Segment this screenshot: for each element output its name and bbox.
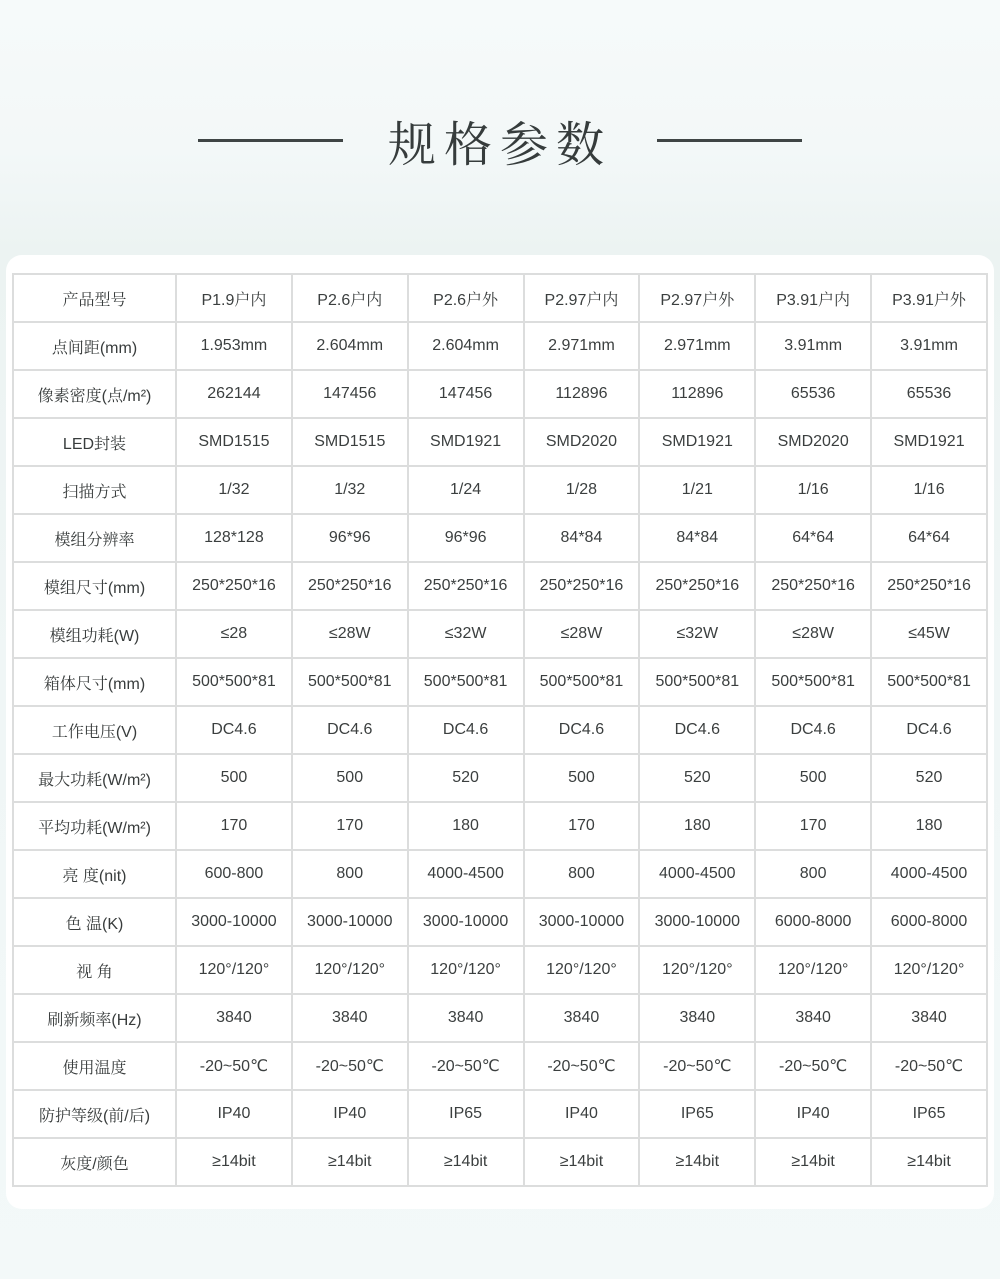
title-decor-line-right — [657, 139, 802, 142]
table-cell: 1.953mm — [176, 322, 292, 370]
table-cell: 250*250*16 — [871, 562, 987, 610]
spec-table-head — [13, 274, 987, 322]
table-cell: SMD1921 — [408, 418, 524, 466]
table-row — [13, 370, 987, 418]
table-cell: 170 — [755, 802, 871, 850]
table-cell: SMD1921 — [871, 418, 987, 466]
table-cell: 3840 — [176, 994, 292, 1042]
table-cell: 3000-10000 — [292, 898, 408, 946]
table-cell: 3840 — [524, 994, 640, 1042]
table-cell: 120°/120° — [292, 946, 408, 994]
table-cell: IP65 — [871, 1090, 987, 1138]
table-cell: 500 — [755, 754, 871, 802]
table-cell: 262144 — [176, 370, 292, 418]
table-cell: 3000-10000 — [524, 898, 640, 946]
row-label: 点间距(mm) — [13, 322, 176, 370]
table-cell: DC4.6 — [755, 706, 871, 754]
table-cell: 180 — [871, 802, 987, 850]
table-cell: ≤28 — [176, 610, 292, 658]
table-cell: DC4.6 — [292, 706, 408, 754]
table-cell: ≤28W — [292, 610, 408, 658]
table-cell: 64*64 — [871, 514, 987, 562]
row-label: 模组尺寸(mm) — [13, 562, 176, 610]
table-cell: DC4.6 — [871, 706, 987, 754]
table-cell: DC4.6 — [639, 706, 755, 754]
table-cell: 520 — [408, 754, 524, 802]
table-cell: 800 — [292, 850, 408, 898]
table-row — [13, 466, 987, 514]
table-cell: 96*96 — [292, 514, 408, 562]
row-label: 平均功耗(W/m²) — [13, 802, 176, 850]
row-label: 刷新频率(Hz) — [13, 994, 176, 1042]
table-cell: 3000-10000 — [408, 898, 524, 946]
table-cell: -20~50℃ — [639, 1042, 755, 1090]
row-label: 模组分辨率 — [13, 514, 176, 562]
table-cell: 2.604mm — [408, 322, 524, 370]
table-cell: 520 — [871, 754, 987, 802]
table-cell: 800 — [755, 850, 871, 898]
table-row — [13, 850, 987, 898]
table-cell: 1/16 — [871, 466, 987, 514]
row-label: 像素密度(点/m²) — [13, 370, 176, 418]
table-cell: 120°/120° — [408, 946, 524, 994]
table-cell: -20~50℃ — [408, 1042, 524, 1090]
table-cell: 4000-4500 — [408, 850, 524, 898]
table-cell: 112896 — [524, 370, 640, 418]
table-cell: IP65 — [639, 1090, 755, 1138]
table-cell: 170 — [524, 802, 640, 850]
table-cell: 2.604mm — [292, 322, 408, 370]
row-label: 视 角 — [13, 946, 176, 994]
table-cell: 1/32 — [176, 466, 292, 514]
row-label: 模组功耗(W) — [13, 610, 176, 658]
section-header — [0, 0, 1000, 255]
row-label: 灰度/颜色 — [13, 1138, 176, 1186]
table-cell: 600-800 — [176, 850, 292, 898]
row-label: 色 温(K) — [13, 898, 176, 946]
table-cell: ≥14bit — [292, 1138, 408, 1186]
table-cell: ≥14bit — [755, 1138, 871, 1186]
table-cell: 250*250*16 — [408, 562, 524, 610]
table-cell: ≤32W — [639, 610, 755, 658]
table-cell: ≥14bit — [176, 1138, 292, 1186]
table-row — [13, 1042, 987, 1090]
table-cell: IP40 — [292, 1090, 408, 1138]
table-cell: -20~50℃ — [524, 1042, 640, 1090]
table-row — [13, 1138, 987, 1186]
table-cell: IP40 — [176, 1090, 292, 1138]
table-cell: -20~50℃ — [755, 1042, 871, 1090]
table-row — [13, 610, 987, 658]
table-cell: SMD1921 — [639, 418, 755, 466]
page-title: 规格参数 — [387, 119, 612, 172]
table-cell: IP40 — [524, 1090, 640, 1138]
table-cell: 500 — [524, 754, 640, 802]
table-row — [13, 898, 987, 946]
row-label: 使用温度 — [13, 1042, 176, 1090]
table-cell: 180 — [408, 802, 524, 850]
table-cell: 6000-8000 — [755, 898, 871, 946]
table-row — [13, 754, 987, 802]
table-cell: 250*250*16 — [176, 562, 292, 610]
table-cell: -20~50℃ — [292, 1042, 408, 1090]
table-cell: ≤28W — [755, 610, 871, 658]
table-cell: 128*128 — [176, 514, 292, 562]
table-cell: 250*250*16 — [524, 562, 640, 610]
table-row — [13, 706, 987, 754]
table-cell: 120°/120° — [176, 946, 292, 994]
table-cell: 520 — [639, 754, 755, 802]
row-label: LED封装 — [13, 418, 176, 466]
column-header: P2.97户外 — [639, 274, 755, 322]
table-cell: 3840 — [408, 994, 524, 1042]
row-label: 最大功耗(W/m²) — [13, 754, 176, 802]
table-cell: 2.971mm — [524, 322, 640, 370]
table-cell: 180 — [639, 802, 755, 850]
spec-table — [12, 273, 988, 1187]
column-header: P3.91户外 — [871, 274, 987, 322]
table-cell: -20~50℃ — [871, 1042, 987, 1090]
table-cell: 500*500*81 — [176, 658, 292, 706]
table-cell: 500*500*81 — [639, 658, 755, 706]
table-cell: 3.91mm — [755, 322, 871, 370]
table-cell: 4000-4500 — [639, 850, 755, 898]
table-cell: 120°/120° — [871, 946, 987, 994]
table-row — [13, 946, 987, 994]
table-cell: 4000-4500 — [871, 850, 987, 898]
table-cell: 500*500*81 — [755, 658, 871, 706]
table-cell: 500 — [292, 754, 408, 802]
row-label: 扫描方式 — [13, 466, 176, 514]
table-row — [13, 322, 987, 370]
column-header: P1.9户内 — [176, 274, 292, 322]
table-cell: 3840 — [292, 994, 408, 1042]
table-cell: -20~50℃ — [176, 1042, 292, 1090]
table-cell: 84*84 — [639, 514, 755, 562]
table-cell: 500*500*81 — [871, 658, 987, 706]
table-cell: 1/21 — [639, 466, 755, 514]
table-row — [13, 994, 987, 1042]
table-cell: ≤28W — [524, 610, 640, 658]
table-cell: ≤45W — [871, 610, 987, 658]
table-cell: SMD1515 — [292, 418, 408, 466]
table-cell: 3840 — [755, 994, 871, 1042]
table-cell: 64*64 — [755, 514, 871, 562]
table-cell: 3840 — [871, 994, 987, 1042]
row-label: 产品型号 — [13, 274, 176, 322]
table-cell: 1/28 — [524, 466, 640, 514]
table-row — [13, 514, 987, 562]
header-row — [13, 274, 987, 322]
table-cell: 65536 — [871, 370, 987, 418]
table-cell: 1/16 — [755, 466, 871, 514]
table-cell: 112896 — [639, 370, 755, 418]
table-cell: 84*84 — [524, 514, 640, 562]
column-header: P2.6户外 — [408, 274, 524, 322]
spec-table-body — [13, 322, 987, 1186]
table-row — [13, 658, 987, 706]
row-label: 亮 度(nit) — [13, 850, 176, 898]
table-cell: 800 — [524, 850, 640, 898]
table-cell: ≥14bit — [408, 1138, 524, 1186]
table-cell: SMD2020 — [755, 418, 871, 466]
row-label: 箱体尺寸(mm) — [13, 658, 176, 706]
table-cell: 147456 — [292, 370, 408, 418]
table-cell: 3000-10000 — [176, 898, 292, 946]
table-row — [13, 562, 987, 610]
column-header: P2.6户内 — [292, 274, 408, 322]
table-cell: ≤32W — [408, 610, 524, 658]
table-cell: 170 — [176, 802, 292, 850]
table-cell: 1/32 — [292, 466, 408, 514]
table-cell: 96*96 — [408, 514, 524, 562]
title-decor-line-left — [198, 139, 343, 142]
table-cell: ≥14bit — [871, 1138, 987, 1186]
table-cell: ≥14bit — [524, 1138, 640, 1186]
table-cell: 147456 — [408, 370, 524, 418]
table-cell: 170 — [292, 802, 408, 850]
table-cell: DC4.6 — [408, 706, 524, 754]
table-cell: 500*500*81 — [292, 658, 408, 706]
table-row — [13, 802, 987, 850]
table-cell: 3000-10000 — [639, 898, 755, 946]
table-cell: IP40 — [755, 1090, 871, 1138]
table-row — [13, 418, 987, 466]
row-label: 工作电压(V) — [13, 706, 176, 754]
spec-card — [6, 255, 994, 1209]
column-header: P2.97户内 — [524, 274, 640, 322]
table-cell: 500*500*81 — [408, 658, 524, 706]
table-row — [13, 1090, 987, 1138]
table-cell: 250*250*16 — [292, 562, 408, 610]
table-cell: 120°/120° — [639, 946, 755, 994]
table-cell: 120°/120° — [524, 946, 640, 994]
table-cell: 3.91mm — [871, 322, 987, 370]
table-cell: 250*250*16 — [639, 562, 755, 610]
table-cell: SMD2020 — [524, 418, 640, 466]
table-cell: 6000-8000 — [871, 898, 987, 946]
table-cell: DC4.6 — [176, 706, 292, 754]
table-cell: 3840 — [639, 994, 755, 1042]
table-cell: 65536 — [755, 370, 871, 418]
table-cell: 250*250*16 — [755, 562, 871, 610]
column-header: P3.91户内 — [755, 274, 871, 322]
table-cell: 1/24 — [408, 466, 524, 514]
table-cell: 500 — [176, 754, 292, 802]
table-cell: SMD1515 — [176, 418, 292, 466]
table-cell: ≥14bit — [639, 1138, 755, 1186]
table-cell: 2.971mm — [639, 322, 755, 370]
table-cell: 500*500*81 — [524, 658, 640, 706]
row-label: 防护等级(前/后) — [13, 1090, 176, 1138]
table-cell: 120°/120° — [755, 946, 871, 994]
table-cell: IP65 — [408, 1090, 524, 1138]
table-cell: DC4.6 — [524, 706, 640, 754]
